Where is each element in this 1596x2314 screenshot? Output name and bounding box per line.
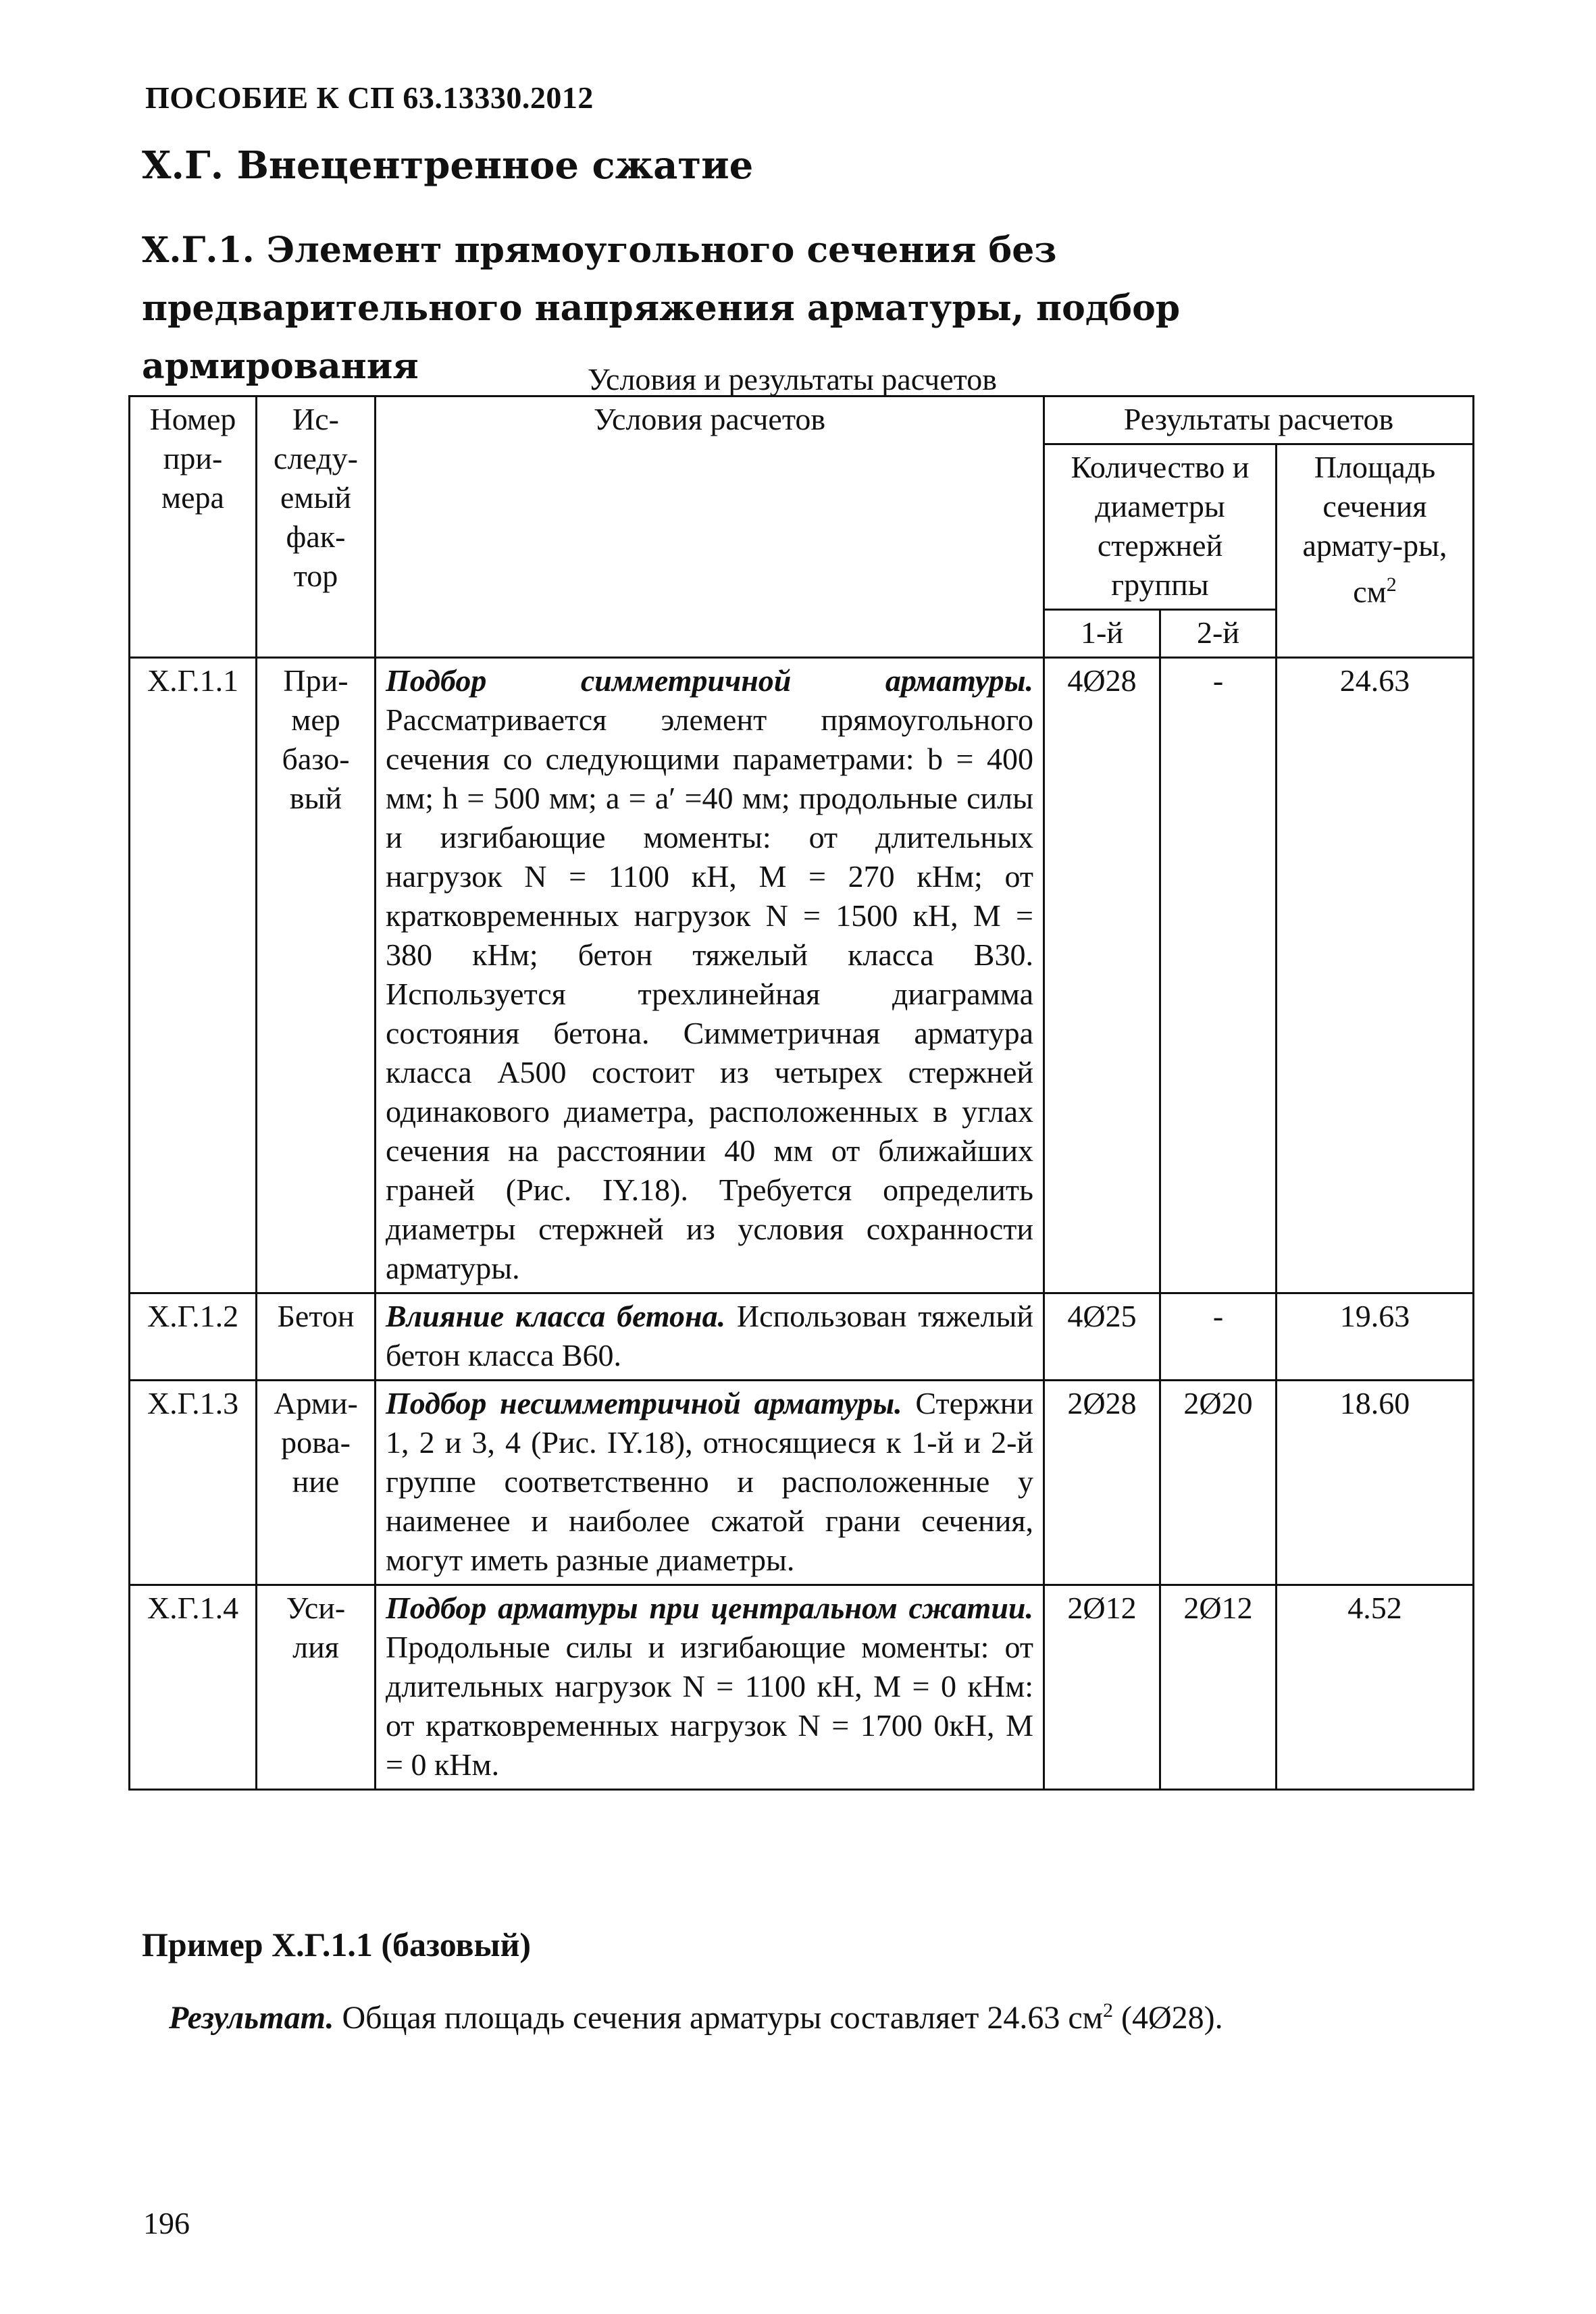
header-investigated-factor: Ис-следу-емый фак-тор <box>257 396 376 658</box>
row-factor: Уси-лия <box>257 1585 376 1790</box>
table-row <box>130 1293 1474 1381</box>
row-group-2: - <box>1160 1293 1277 1381</box>
example-title: Пример Х.Г.1.1 (базовый) <box>142 1926 532 1963</box>
row-area: 18.60 <box>1277 1381 1474 1585</box>
subsection-title: Х.Г.1. Элемент прямоугольного сечения без предварительного напряжения арматуры, подбор армирования <box>142 230 1181 387</box>
table-header-row <box>130 396 1474 444</box>
row-text: Использован тяжелый бетон класса В60. <box>386 1299 1033 1372</box>
row-text: Стержни 1, 2 и 3, 4 (Рис. IY.18), относящиеся к 1-й и 2-й группе соответственно и расположенные у наименее и наиболее сжатой грани сечения, могут иметь разные диаметры. <box>386 1386 1034 1577</box>
row-number: Х.Г.1.3 <box>130 1381 257 1585</box>
header-group-2: 2-й <box>1160 610 1277 658</box>
section-title: Х.Г. Внецентренное сжатие <box>142 143 754 188</box>
result-tail: (4Ø28). <box>1113 2000 1223 2036</box>
running-header: ПОСОБИЕ К СП 63.13330.2012 <box>145 80 594 115</box>
row-group-2: 2Ø20 <box>1160 1381 1277 1585</box>
row-group-1: 4Ø28 <box>1044 658 1160 1293</box>
header-results: Результаты расчетов <box>1044 396 1474 444</box>
row-factor: Бетон <box>257 1293 376 1381</box>
header-area-power: 2 <box>1386 573 1397 596</box>
result-line <box>169 1999 1223 2036</box>
row-conditions <box>376 1381 1044 1585</box>
row-group-2: 2Ø12 <box>1160 1585 1277 1790</box>
table-row <box>130 1381 1474 1585</box>
row-factor: При-мер базо-вый <box>257 658 376 1293</box>
row-lead: Влияние класса бетона. <box>386 1299 726 1333</box>
row-number: Х.Г.1.4 <box>130 1585 257 1790</box>
header-area-label: Площадь сечения армату-ры, см <box>1302 450 1447 609</box>
calculation-table <box>128 395 1474 1791</box>
row-conditions <box>376 658 1044 1293</box>
row-group-1: 4Ø25 <box>1044 1293 1160 1381</box>
table-row <box>130 1585 1474 1790</box>
header-group-1: 1-й <box>1044 610 1160 658</box>
row-conditions <box>376 1585 1044 1790</box>
table-row <box>130 658 1474 1293</box>
row-area: 4.52 <box>1277 1585 1474 1790</box>
result-power: 2 <box>1103 1999 1114 2022</box>
row-lead: Подбор арматуры при центральном сжатии. <box>386 1591 1033 1625</box>
row-group-1: 2Ø28 <box>1044 1381 1160 1585</box>
page-number: 196 <box>143 2206 190 2240</box>
row-text: Продольные силы и изгибающие моменты: от длительных нагрузок N = 1100 кН, M = 0 кНм: от кратковременных нагрузок N = 1700 0кН, M = 0 кНм. <box>386 1630 1033 1782</box>
header-example-number: Номер при-мера <box>130 396 257 658</box>
row-area: 19.63 <box>1277 1293 1474 1381</box>
header-quantity-diameters: Количество и диаметры стержней группы <box>1044 444 1277 610</box>
row-group-2: - <box>1160 658 1277 1293</box>
row-area: 24.63 <box>1277 658 1474 1293</box>
row-lead: Подбор симметричной арматуры. <box>386 663 1033 698</box>
result-label: Результат. <box>169 2000 334 2036</box>
row-number: Х.Г.1.1 <box>130 658 257 1293</box>
row-conditions <box>376 1293 1044 1381</box>
header-conditions: Условия расчетов <box>376 396 1044 658</box>
header-area <box>1277 444 1474 658</box>
row-text: Рассматривается элемент прямоугольного сечения со следующими параметрами: b = 400 мм; h = 500 мм; a = a′ =40 мм; продольные силы и изгибающие моменты: от длительных нагрузок N = 1100 кН, M = 270 кНм; от кратковременных нагрузок N = 1500 кН, M = 380 кНм; бетон тяжелый класса В30. Используется трехлинейная диаграмма состояния бетона. Симметричная арматура класса А500 состоит из четырех стержней одинакового диаметра, расположенных в углах сечения на расстоянии 40 мм от ближайших граней (Рис. IY.18). Требуется определить диаметры стержней из условия сохранности арматуры. <box>386 702 1033 1285</box>
result-text: Общая площадь сечения арматуры составляет 24.63 см <box>342 2000 1104 2036</box>
table-caption: Условия и результаты расчетов <box>588 362 997 396</box>
row-group-1: 2Ø12 <box>1044 1585 1160 1790</box>
row-number: Х.Г.1.2 <box>130 1293 257 1381</box>
row-factor: Арми-рова-ние <box>257 1381 376 1585</box>
row-lead: Подбор несимметричной арматуры. <box>386 1386 902 1420</box>
